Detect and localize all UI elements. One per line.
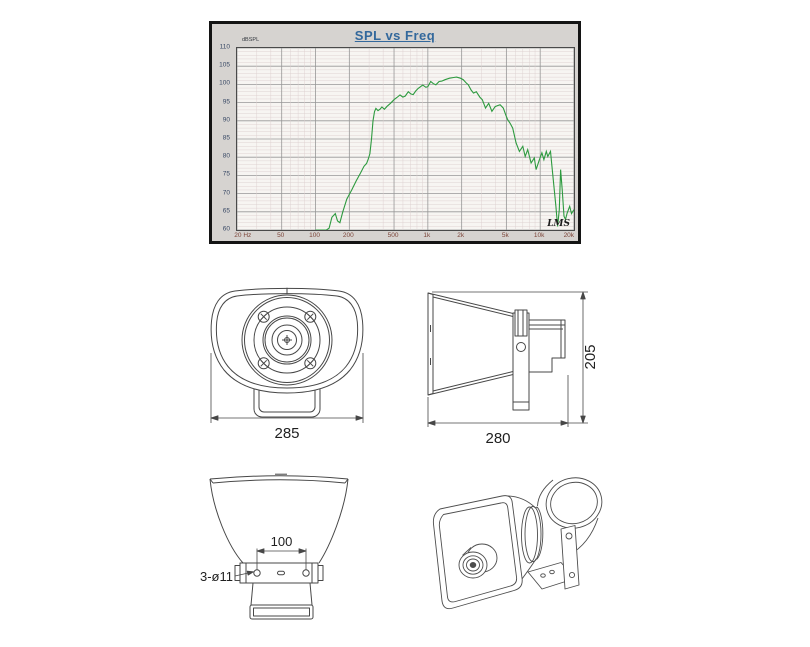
top-horn-flare (210, 474, 348, 563)
side-height-dim-label: 205 (582, 344, 599, 370)
x-tick-label: 50 (277, 232, 285, 239)
y-tick-label: 60 (222, 225, 230, 233)
hole-spacing-dim-label: 100 (270, 534, 293, 549)
top-driver-back (250, 583, 313, 619)
side-driver-housing (529, 320, 565, 372)
x-tick-label: 20 Hz (234, 232, 252, 239)
y-tick-label: 110 (219, 43, 230, 51)
top-view-svg (196, 460, 374, 640)
y-tick-label: 85 (222, 134, 230, 142)
x-tick-label: 5k (501, 232, 509, 239)
y-tick-label: 80 (222, 152, 230, 160)
x-tick-label: 1k (423, 232, 431, 239)
side-view-drawing (412, 280, 610, 462)
x-tick-label: 2k (457, 232, 465, 239)
x-tick-label: 10k (533, 232, 545, 239)
perspective-view-svg (416, 458, 614, 638)
y-tick-label: 95 (222, 98, 230, 106)
y-tick-label: 90 (222, 116, 230, 124)
y-tick-label: 100 (219, 79, 230, 87)
x-tick-label: 100 (309, 232, 320, 239)
front-width-dim-label: 285 (274, 425, 300, 442)
spl-chart-panel (209, 21, 581, 244)
front-view-svg (201, 281, 373, 449)
top-view-drawing (196, 460, 374, 640)
y-tick-label: 105 (219, 61, 230, 69)
side-bracket (513, 310, 529, 410)
side-depth-dim-label: 280 (485, 430, 511, 447)
lms-watermark: LMS (547, 219, 570, 229)
x-tick-label: 200 (342, 232, 354, 239)
chart-title: SPL vs Freq (354, 28, 436, 43)
spl-grid-and-curve (237, 48, 574, 230)
side-horn-flare (428, 293, 513, 395)
perspective-view-drawing (416, 458, 614, 638)
y-tick-label: 75 (222, 170, 230, 178)
front-view-drawing (201, 281, 373, 449)
y-axis-ticks (212, 43, 233, 233)
x-tick-label: 20k (563, 232, 575, 239)
plot-area (236, 47, 575, 231)
y-tick-label: 65 (222, 207, 230, 215)
side-view-svg (412, 280, 610, 462)
x-axis-ticks (236, 231, 573, 243)
y-axis-unit-label: dBSPL (242, 37, 260, 43)
x-tick-label: 500 (387, 232, 399, 239)
hole-callout-label: 3-ø11 (200, 569, 233, 584)
y-tick-label: 70 (222, 189, 230, 197)
